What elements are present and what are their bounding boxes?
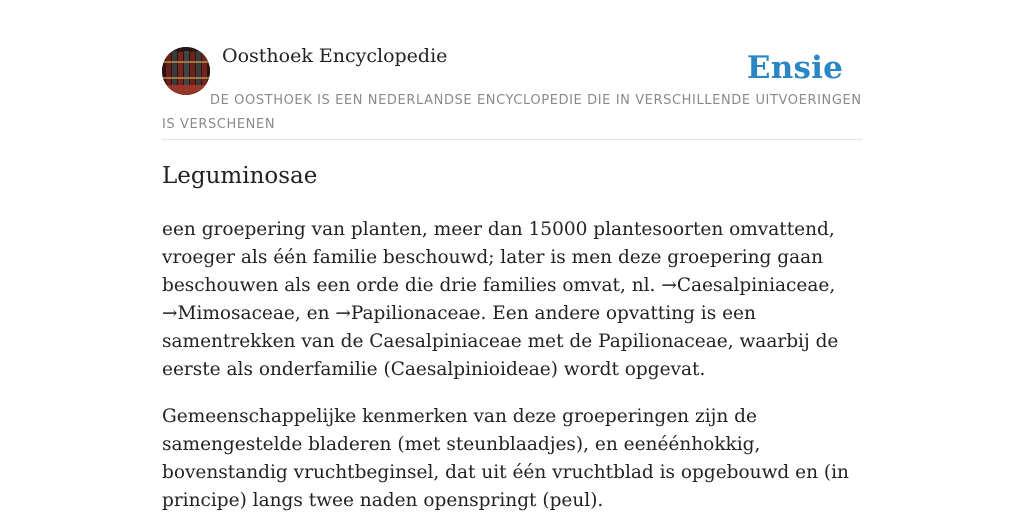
paragraph-text: . Een andere opvatting is een samentrekken van de Caesalpiniaceae met de Papilionaceae, waarbij de eerste als onderfamilie (Caesalpinioideae) wordt opgevat. — [162, 303, 839, 380]
page-container — [162, 0, 862, 512]
link-papilionaceae[interactable]: →Papilionaceae — [335, 303, 481, 324]
link-caesalpiniaceae[interactable]: →Caesalpiniaceae — [661, 275, 830, 296]
avatar[interactable] — [162, 47, 210, 95]
encyclopedia-books-icon — [162, 47, 210, 95]
article-paragraph-1 — [162, 216, 867, 384]
site-tagline: DE OOSTHOEK IS EEN NEDERLANDSE ENCYCLOPEDIE DIE IN VERSCHILLENDE UITVOERINGEN IS VERSCHENEN — [162, 93, 862, 132]
site-title-link[interactable]: Oosthoek Encyclopedie — [222, 45, 448, 67]
article-title: Leguminosae — [162, 163, 318, 189]
article-paragraph-2: Gemeenschappelijke kenmerken van deze groeperingen zijn de samengestelde bladeren (met steunblaadjes), en eenéénhokkig, bovenstandig vruchtbeginsel, dat uit één vruchtblad is opgebouwd en (in principe) langs twee naden openspringt (peul). — [162, 406, 849, 511]
paragraph-text: , — [829, 275, 836, 296]
ensie-logo[interactable]: Ensie — [746, 50, 843, 86]
paragraph-text: , en — [294, 303, 336, 324]
site-header — [162, 0, 862, 140]
paragraph-text: een groepering van planten, meer dan 15000 plantesoorten omvattend, vroeger als één familie beschouwd; later is men deze groepering gaan beschouwen als een orde die drie families omvat, nl. — [162, 219, 835, 296]
link-mimosaceae[interactable]: →Mimosaceae — [162, 303, 295, 324]
